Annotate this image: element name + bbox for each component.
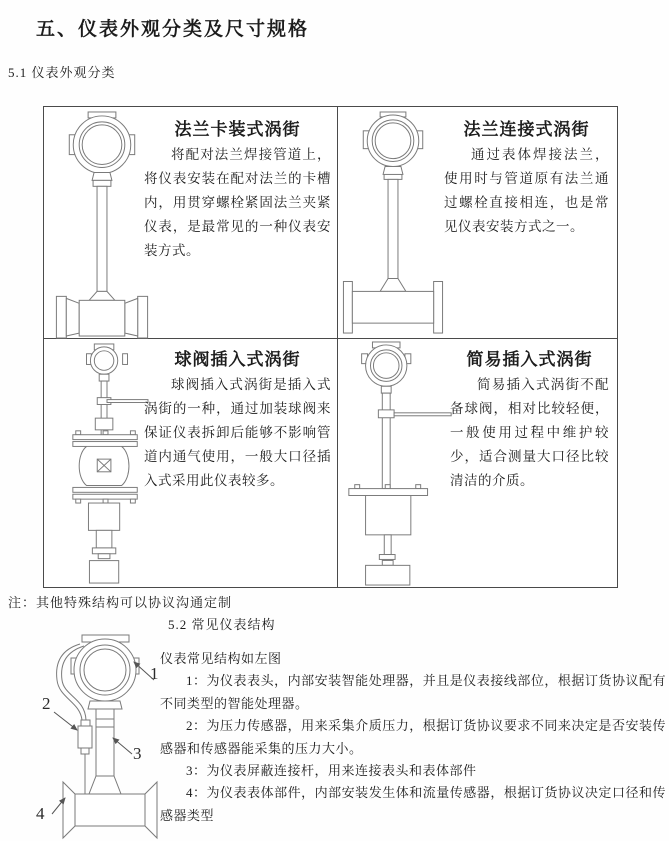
wafer-clamp-vortex-meter-drawing	[52, 109, 152, 339]
cell-description: 将配对法兰焊接管道上，将仪表安装在配对法兰的卡槽内，用贯穿螺栓紧固法兰夹紧仪表，是最常见的一种仪表安装方式。	[144, 147, 331, 258]
figure-label-2: 2	[42, 694, 51, 713]
structure-intro: 仪表常见结构如左图	[160, 651, 282, 666]
table-cell-simple-insertion	[338, 339, 617, 587]
structure-item-3: 3：为仪表屏蔽连接杆，用来连接表头和表体部件	[186, 763, 477, 779]
structure-item-4: 4：为仪表表体部件，内部安装发生体和流量传感器，根据订货协议决定口径和传感器类型	[160, 785, 666, 823]
cell-title: 法兰卡装式涡街	[174, 120, 301, 139]
table-cell-ball-valve-insertion	[44, 339, 338, 587]
flange-connected-vortex-meter-drawing	[338, 111, 448, 337]
structure-description	[160, 648, 666, 827]
cell-title: 法兰连接式涡街	[463, 120, 590, 139]
simple-insertion-vortex-meter-drawing	[338, 341, 463, 587]
page-title: 五、仪表外观分类及尺寸规格	[36, 19, 310, 40]
figure-label-3: 3	[133, 744, 142, 763]
section-5-2-heading: 5.2 常见仪表结构	[168, 617, 276, 632]
table-cell-flange-connected	[338, 107, 617, 339]
structure-item-2: 2：为压力传感器，用来采集介质压力，根据订货协议要求不同来决定是否安装传感器和传感器能采集的压力大小。	[160, 718, 666, 756]
table-cell-wafer-clamp	[44, 107, 338, 339]
cell-description: 简易插入式涡街不配备球阀，相对比较轻便，一般使用过程中维护较少，适合测量大口径比较清洁的介质。	[450, 377, 609, 488]
vortex-meter-structure-diagram	[20, 632, 170, 840]
cell-description: 球阀插入式涡街是插入式涡街的一种，通过加装球阀来保证仪表拆卸后能够不影响管道内通气使用，一般大口径插入式采用此仪表较多。	[144, 377, 331, 488]
structure-item-1: 1：为仪表表头，内部安装智能处理器，并且是仪表接线部位，根据订货协议配有不同类型的智能处理器。	[160, 673, 666, 711]
figure-label-4: 4	[36, 804, 45, 823]
classification-table	[43, 106, 618, 588]
note-text: 注：其他特殊结构可以协议沟通定制	[8, 595, 233, 610]
cell-description: 通过表体焊接法兰，使用时与管道原有法兰通过螺栓直接相连，也是常见仪表安装方式之一。	[444, 147, 609, 234]
cell-title: 简易插入式涡街	[466, 350, 593, 369]
figure-label-1: 1	[150, 664, 159, 683]
cell-title: 球阀插入式涡街	[174, 350, 301, 369]
section-5-1-heading: 5.1 仪表外观分类	[8, 65, 116, 80]
